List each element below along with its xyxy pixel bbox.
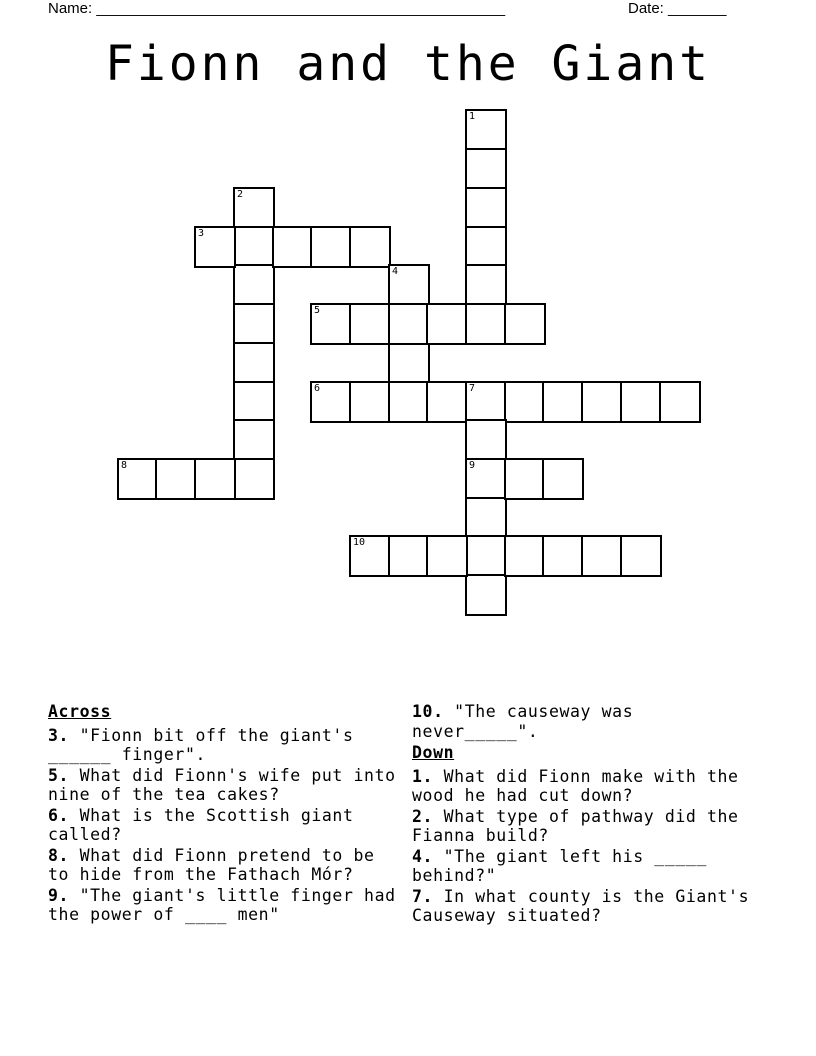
crossword-cell[interactable] xyxy=(465,109,507,151)
clue-number: 7 xyxy=(469,383,476,394)
crossword-cell[interactable] xyxy=(620,381,662,423)
crossword-cell[interactable] xyxy=(388,381,430,423)
clue-item xyxy=(412,807,757,846)
crossword-cell[interactable] xyxy=(504,303,546,345)
across-heading: Across xyxy=(48,702,112,721)
crossword-cell[interactable] xyxy=(233,458,275,500)
clue-item xyxy=(48,726,403,765)
across-clues xyxy=(48,702,407,926)
crossword-cell[interactable] xyxy=(233,381,275,423)
crossword-cell[interactable] xyxy=(233,419,275,461)
crossword-cell[interactable] xyxy=(542,535,584,577)
crossword-cell[interactable] xyxy=(465,148,507,190)
clue-text: In what county is the Giant's Causeway situated? xyxy=(412,886,760,925)
crossword-cell[interactable] xyxy=(465,303,507,345)
down-heading: Down xyxy=(412,743,455,762)
crossword-cell[interactable] xyxy=(465,458,507,500)
crossword-cell[interactable] xyxy=(504,535,546,577)
crossword-cell[interactable] xyxy=(194,226,236,268)
crossword-cell[interactable] xyxy=(542,458,584,500)
crossword-cell[interactable] xyxy=(388,264,430,306)
crossword-cell[interactable] xyxy=(349,381,391,423)
clue-text: "The giant's little finger had the power of ____ men" xyxy=(48,885,407,924)
clue-text: "Fionn bit off the giant's ______ finger". xyxy=(48,725,365,764)
crossword-cell[interactable] xyxy=(233,303,275,345)
crossword-cell[interactable] xyxy=(426,381,468,423)
crossword-cell[interactable] xyxy=(310,381,352,423)
clue-number: 10 xyxy=(353,537,366,548)
clue-num: 6. xyxy=(48,805,70,825)
clue-item xyxy=(412,847,757,886)
crossword-cell[interactable] xyxy=(465,535,507,577)
crossword-cell[interactable] xyxy=(465,381,507,423)
clue-text: "The causeway was never_____". xyxy=(412,702,644,741)
crossword-cell[interactable] xyxy=(117,458,159,500)
clue-item xyxy=(48,806,403,845)
crossword-cell[interactable] xyxy=(310,303,352,345)
date-field-label[interactable]: Date: _______ xyxy=(628,0,727,17)
crossword-cell[interactable] xyxy=(388,535,430,577)
crossword-cell[interactable] xyxy=(620,535,662,577)
crossword-cell[interactable] xyxy=(233,226,275,268)
clue-number: 9 xyxy=(469,460,476,471)
clue-item xyxy=(48,765,407,805)
clue-number: 6 xyxy=(314,383,321,394)
clue-number: 4 xyxy=(392,266,399,277)
clue-num: 2. xyxy=(412,806,434,826)
clue-item xyxy=(412,886,760,926)
clue-number: 5 xyxy=(314,305,321,316)
crossword-cell[interactable] xyxy=(426,303,468,345)
crossword-cell[interactable] xyxy=(310,226,352,268)
clue-item xyxy=(412,767,757,806)
clue-text: What did Fionn make with the wood he had cut down? xyxy=(412,766,750,805)
crossword-cell[interactable] xyxy=(194,458,236,500)
crossword-cell[interactable] xyxy=(465,419,507,461)
clue-num: 7. xyxy=(412,886,434,906)
crossword-cell[interactable] xyxy=(155,458,197,500)
crossword-cell[interactable] xyxy=(659,381,701,423)
crossword-cell[interactable] xyxy=(388,342,430,384)
clue-num: 9. xyxy=(48,885,70,905)
crossword-cell[interactable] xyxy=(349,535,391,577)
clue-number: 1 xyxy=(469,111,476,122)
crossword-cell[interactable] xyxy=(272,226,314,268)
clue-num: 8. xyxy=(48,845,70,865)
clue-item xyxy=(48,846,403,885)
clue-text: What type of pathway did the Fianna build? xyxy=(412,806,750,845)
clue-num: 1. xyxy=(412,766,434,786)
clue-number: 2 xyxy=(237,189,244,200)
crossword-cell[interactable] xyxy=(581,535,623,577)
clue-num: 3. xyxy=(48,725,70,745)
clue-num: 10. xyxy=(412,702,444,721)
clue-text: "The giant left his _____ behind?" xyxy=(412,846,718,885)
crossword-cell[interactable] xyxy=(233,187,275,229)
name-field-label[interactable]: Name: _________________________________________________ xyxy=(48,0,506,17)
clue-text: What did Fionn pretend to be to hide from the Fathach Mór? xyxy=(48,845,386,884)
crossword-cell[interactable] xyxy=(542,381,584,423)
crossword-cell[interactable] xyxy=(465,497,507,539)
clue-item xyxy=(48,885,407,925)
crossword-cell[interactable] xyxy=(465,264,507,306)
clue-num: 4. xyxy=(412,846,434,866)
crossword-cell[interactable] xyxy=(349,303,391,345)
crossword-cell[interactable] xyxy=(233,264,275,306)
crossword-cell[interactable] xyxy=(504,381,546,423)
clue-num: 5. xyxy=(48,765,70,785)
clue-number: 8 xyxy=(121,460,128,471)
crossword-cell[interactable] xyxy=(426,535,468,577)
crossword-cell[interactable] xyxy=(504,458,546,500)
clue-number: 3 xyxy=(198,228,205,239)
crossword-cell[interactable] xyxy=(465,187,507,229)
crossword-cell[interactable] xyxy=(349,226,391,268)
crossword-cell[interactable] xyxy=(465,574,507,616)
crossword-cell[interactable] xyxy=(465,226,507,268)
down-clues xyxy=(412,702,760,927)
clue-item xyxy=(412,702,757,741)
page-title: Fionn and the Giant xyxy=(104,36,712,92)
crossword-cell[interactable] xyxy=(233,342,275,384)
crossword-cell[interactable] xyxy=(581,381,623,423)
clue-text: What is the Scottish giant called? xyxy=(48,805,365,844)
clue-text: What did Fionn's wife put into nine of the tea cakes? xyxy=(48,765,407,804)
crossword-cell[interactable] xyxy=(388,303,430,345)
